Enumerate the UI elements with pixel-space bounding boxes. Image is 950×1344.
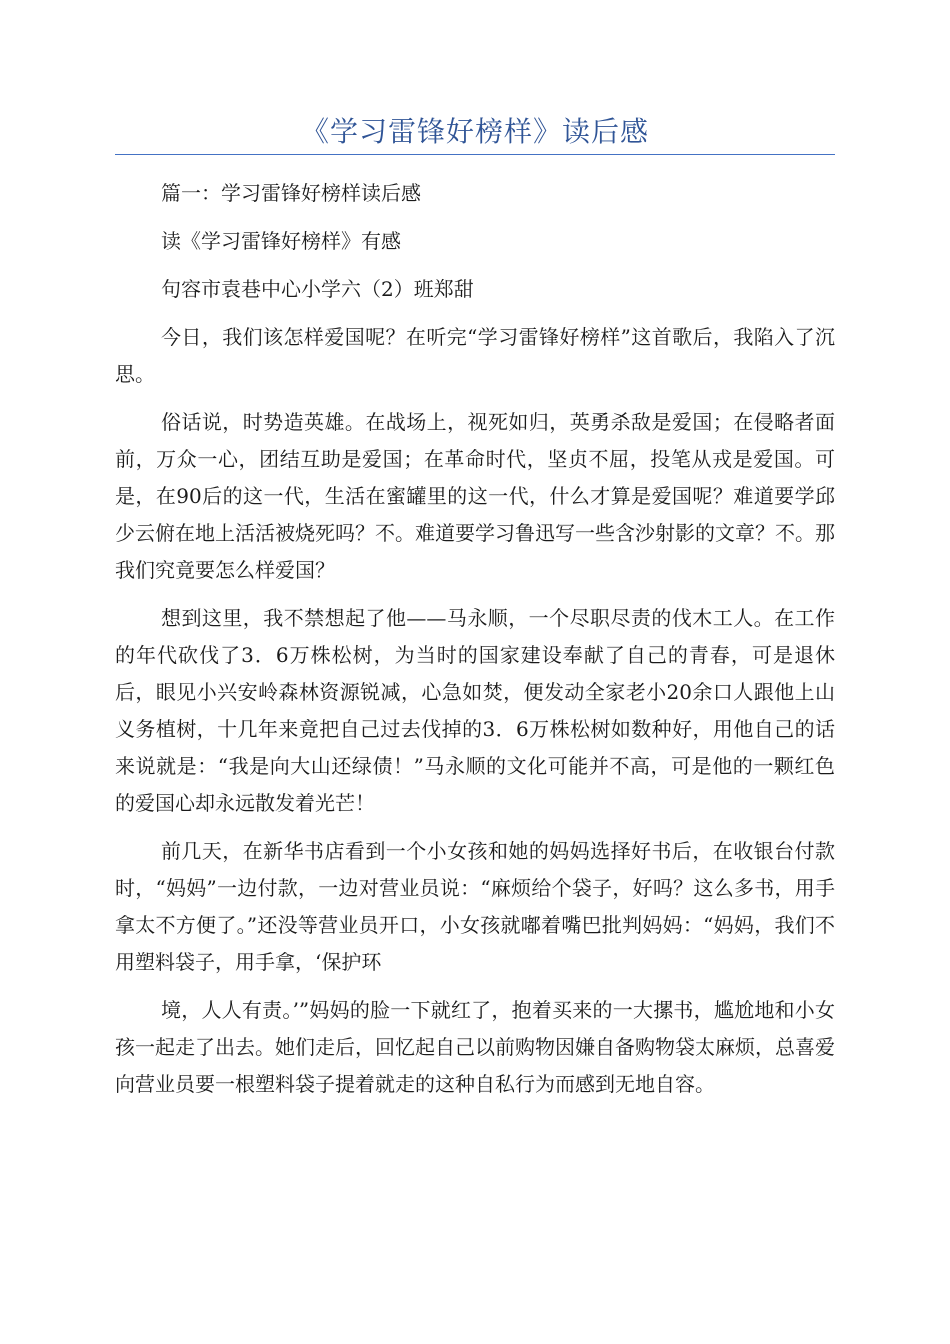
document-title: 《学习雷锋好榜样》读后感	[300, 115, 649, 148]
paragraph-author: 句容市袁巷中心小学六（2）班郑甜	[161, 277, 474, 301]
paragraph: 今日，我们该怎样爱国呢？在听完“学习雷锋好榜样”这首歌后，我陷入了沉思。	[115, 325, 835, 386]
paragraph: 境，人人有责。’”妈妈的脸一下就红了，抱着买来的一大摞书，尴尬地和小女孩一起走了出去。她们走后，回忆起自己以前购物因嫌自备购物袋太麻烦，总喜爱向营业员要一根塑料袋子提着就走的这种自私行为而感到无地自容。	[115, 998, 835, 1096]
title-underline	[115, 154, 835, 155]
paragraph-subtitle: 读《学习雷锋好榜样》有感	[161, 229, 401, 253]
document-body	[115, 175, 835, 1114]
paragraph: 想到这里，我不禁想起了他——马永顺，一个尽职尽责的伐木工人。在工作的年代砍伐了3．6万株松树，为当时的国家建设奉献了自己的青春，可是退休后，眼见小兴安岭森林资源锐减，心急如焚，便发动全家老小20余口人跟他上山义务植树，十几年来竟把自己过去伐掉的3．6万株松树如数种好，用他自己的话来说就是：“我是向大山还绿债！”马永顺的文化可能并不高，可是他的一颗红色的爱国心却永远散发着光芒！	[115, 606, 835, 815]
paragraph-heading: 篇一：学习雷锋好榜样读后感	[161, 181, 421, 205]
paragraph: 俗话说，时势造英雄。在战场上，视死如归，英勇杀敌是爱国；在侵略者面前，万众一心，团结互助是爱国；在革命时代，坚贞不屈，投笔从戎是爱国。可是，在90后的这一代，生活在蜜罐里的这一代，什么才算是爱国呢？难道要学邱少云俯在地上活活被烧死吗？不。难道要学习鲁迅写一些含沙射影的文章？不。那我们究竟要怎么样爱国？	[115, 410, 835, 582]
paragraph: 前几天，在新华书店看到一个小女孩和她的妈妈选择好书后，在收银台付款时，“妈妈”一边付款，一边对营业员说：“麻烦给个袋子，好吗？这么多书，用手拿太不方便了。”还没等营业员开口，小女孩就嘟着嘴巴批判妈妈：“妈妈，我们不用塑料袋子，用手拿，‘保护环	[115, 839, 835, 974]
